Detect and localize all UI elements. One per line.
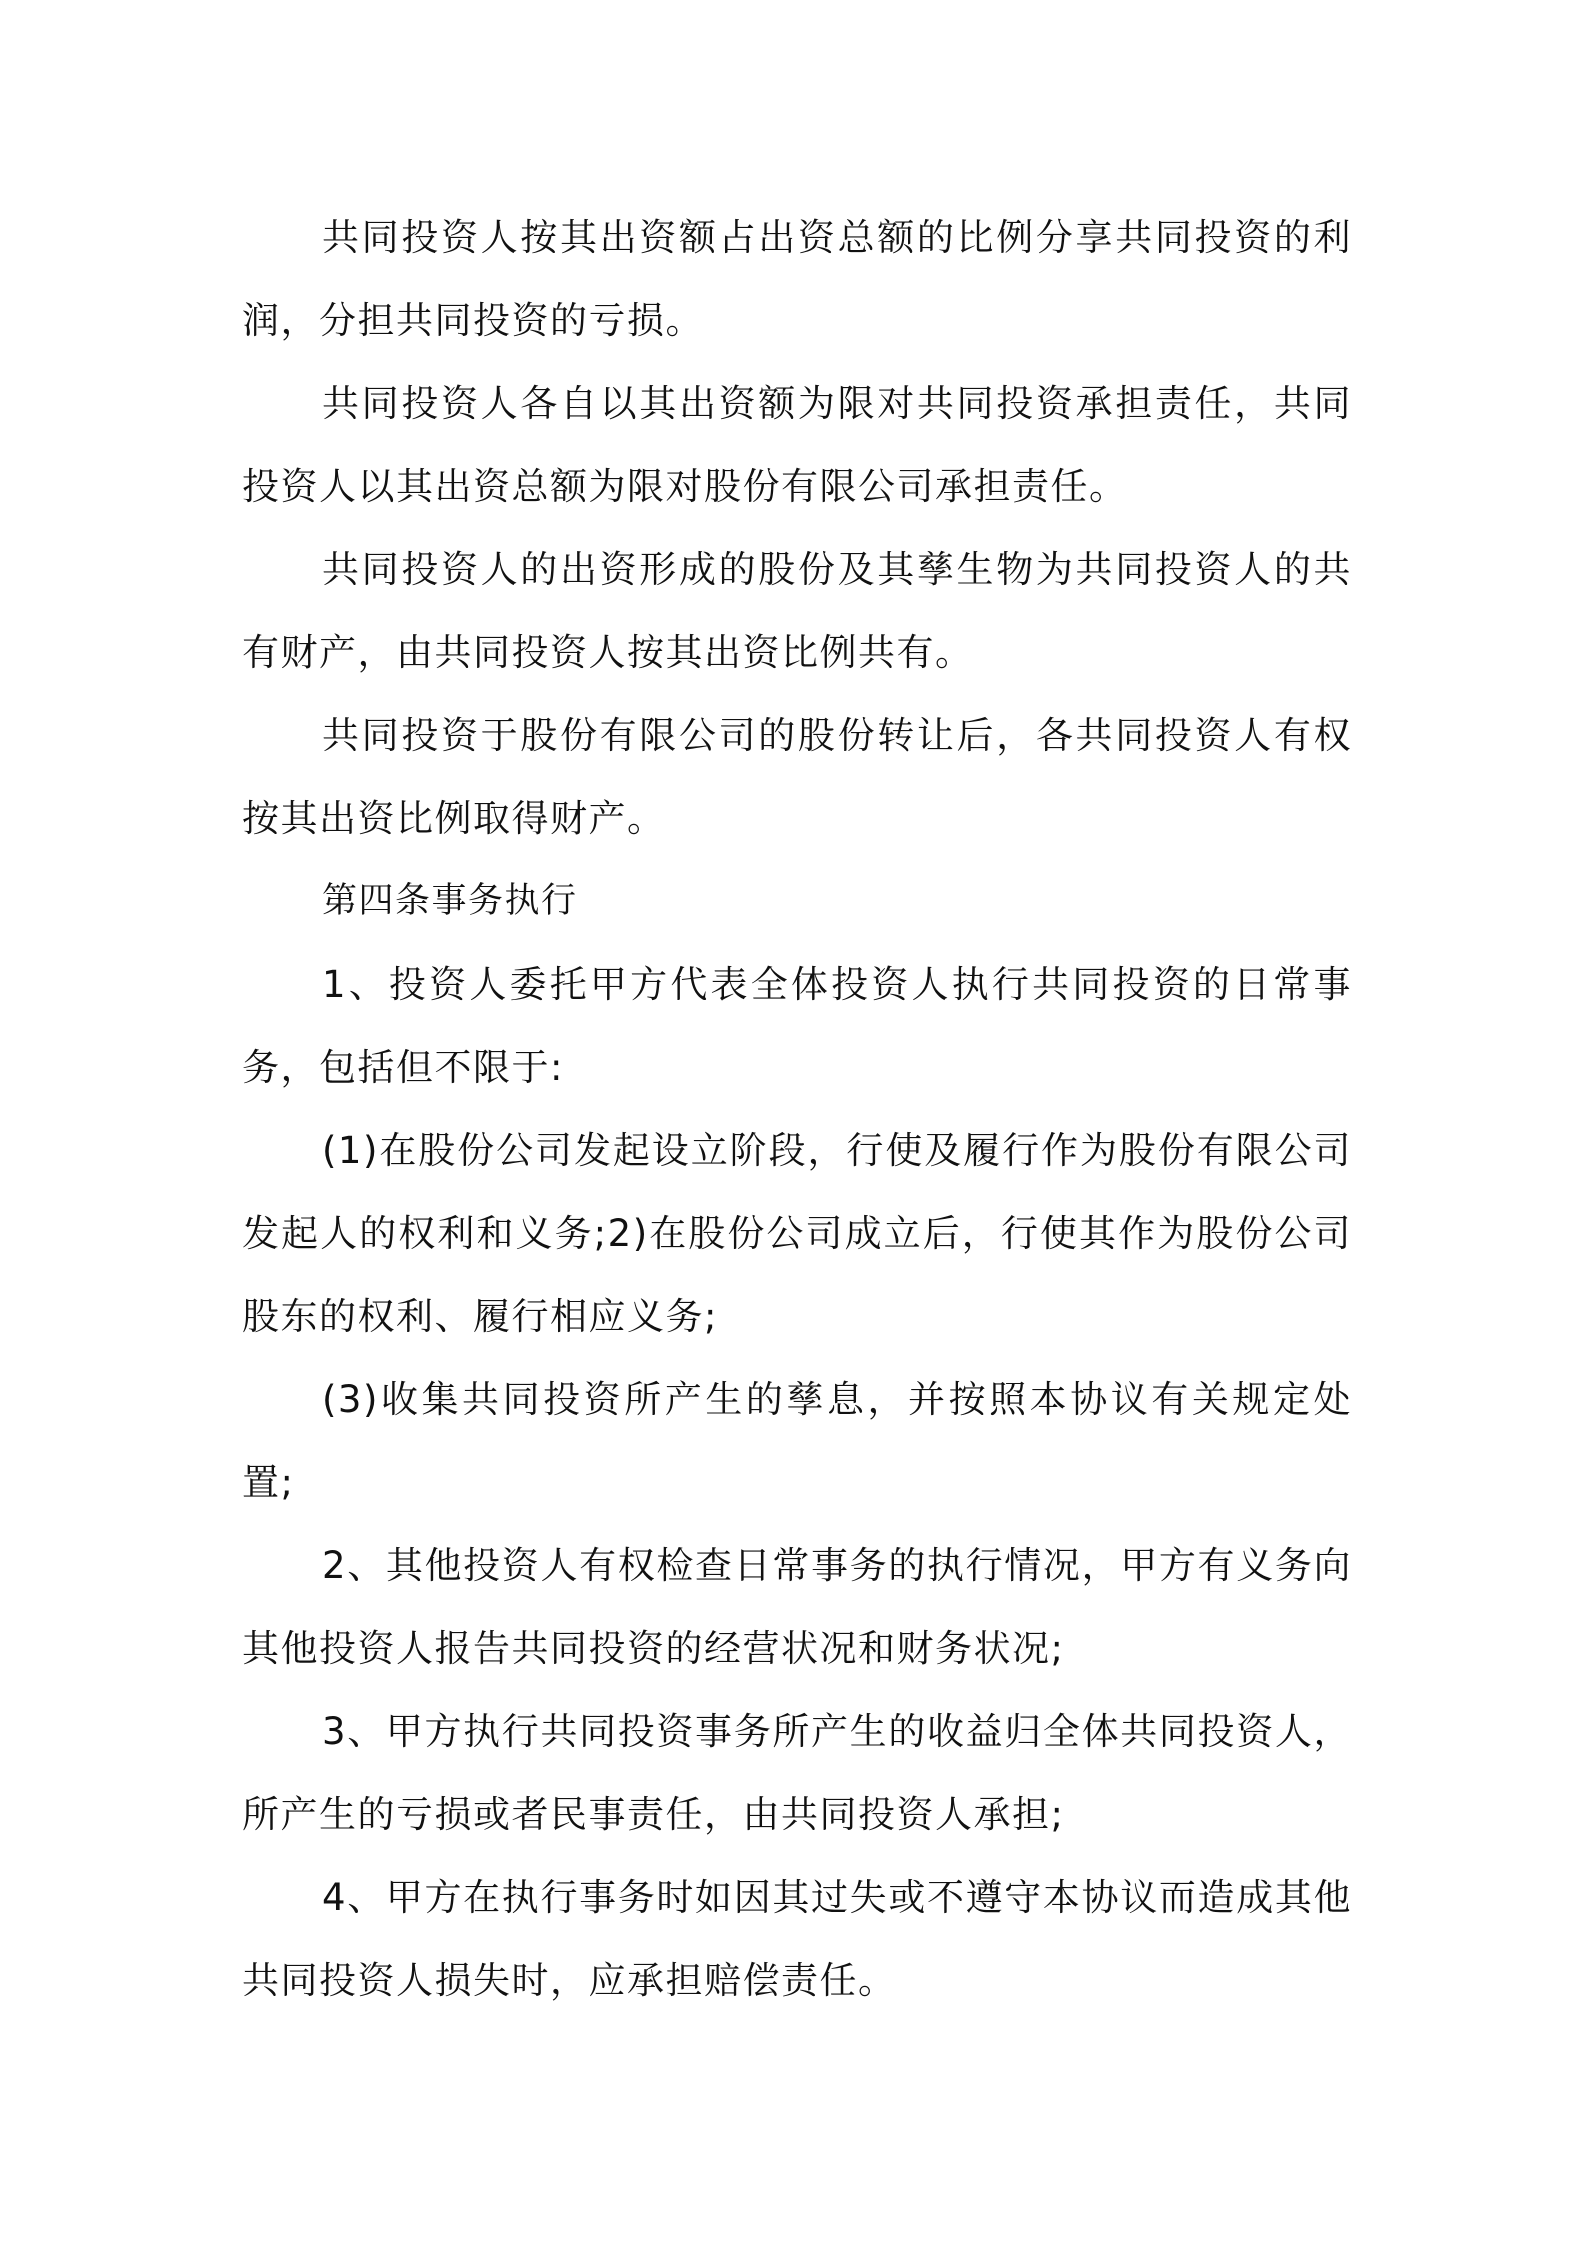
paragraph-share-transfer: 共同投资于股份有限公司的股份转让后，各共同投资人有权按其出资比例取得财产。 (242, 714, 1352, 840)
clause-1: 1、投资人委托甲方代表全体投资人执行共同投资的日常事务，包括但不限于: (242, 963, 1352, 1089)
document-body (242, 196, 1352, 2022)
clause-1-items-1-2: (1)在股份公司发起设立阶段，行使及履行作为股份有限公司发起人的权利和义务;2)在股份公司成立后，行使其作为股份公司股东的权利、履行相应义务; (242, 1129, 1352, 1338)
section-heading: 第四条事务执行 (322, 881, 578, 921)
clause-4: 4、甲方在执行事务时如因其过失或不遵守本协议而造成其他共同投资人损失时，应承担赔偿责任。 (242, 1876, 1352, 2002)
paragraph-liability: 共同投资人各自以其出资额为限对共同投资承担责任，共同投资人以其出资总额为限对股份有限公司承担责任。 (242, 382, 1352, 508)
paragraph-profit-sharing: 共同投资人按其出资额占出资总额的比例分享共同投资的利润，分担共同投资的亏损。 (242, 216, 1352, 342)
clause-1-item-3: (3)收集共同投资所产生的孳息，并按照本协议有关规定处置; (242, 1378, 1352, 1504)
clause-3: 3、甲方执行共同投资事务所产生的收益归全体共同投资人，所产生的亏损或者民事责任，由共同投资人承担; (242, 1710, 1352, 1836)
paragraph-common-property: 共同投资人的出资形成的股份及其孳生物为共同投资人的共有财产，由共同投资人按其出资比例共有。 (242, 548, 1352, 674)
clause-2: 2、其他投资人有权检查日常事务的执行情况，甲方有义务向其他投资人报告共同投资的经营状况和财务状况; (242, 1544, 1352, 1670)
